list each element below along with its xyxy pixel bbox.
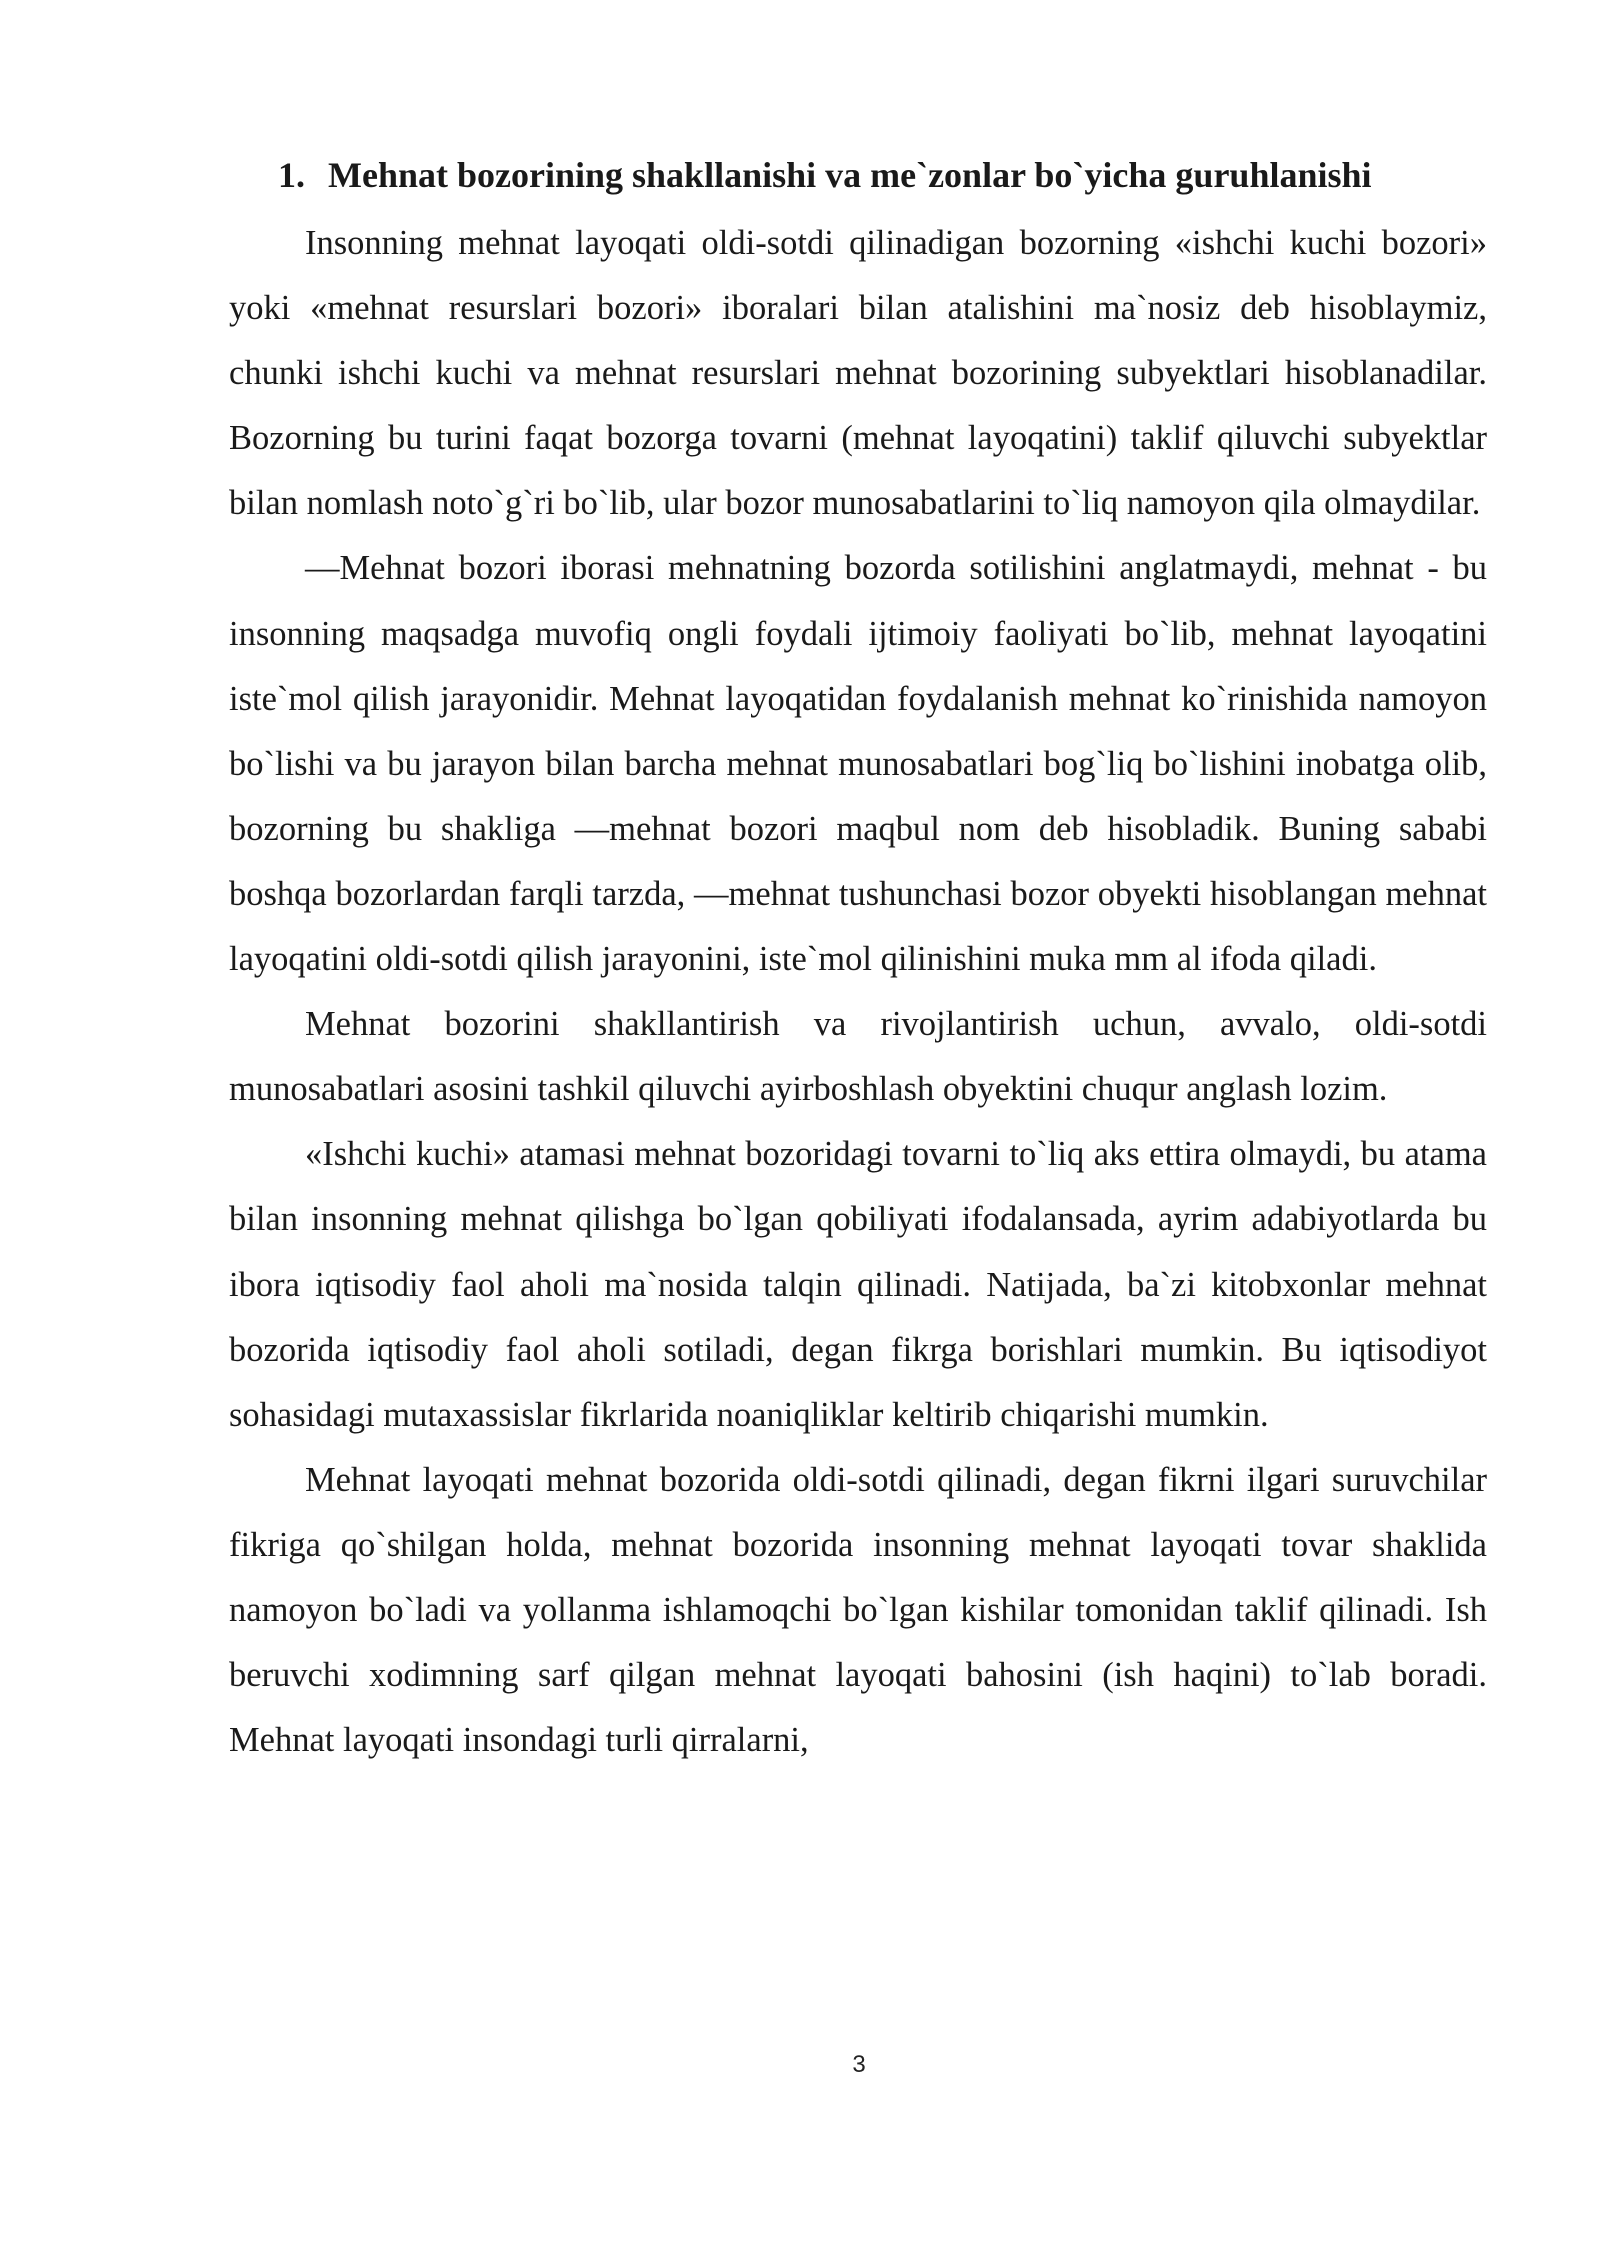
section-heading [278,150,1508,200]
page-number: 3 [852,2051,866,2078]
paragraph-4: «Ishchi kuchi» atamasi mehnat bozoridagi tovarni to`liq aks ettira olmaydi, bu atama bilan insonning mehnat qilishga bo`lgan qobiliyati ifodalansada, ayrim adabiyotlarda bu ibora iqtisodiy faol aholi ma`nosida talqin qilinadi. Natijada, ba`zi kitobxonlar mehnat bozorida iqtisodiy faol aholi sotiladi, degan fikrga borishlari mumkin. Bu iqtisodiyot sohasidagi mutaxassislar fikrlarida noaniqliklar keltirib chiqarishi mumkin. [229,1135,1487,1434]
paragraph-2: —Mehnat bozori iborasi mehnatning bozorda sotilishini anglatmaydi, mehnat - bu insonning maqsadga muvofiq ongli foydali ijtimoiy faoliyati bo`lib, mehnat layoqatini iste`mol qilish jarayonidir. Mehnat layoqatidan foydalanish mehnat ko`rinishida namoyon bo`lishi va bu jarayon bilan barcha mehnat munosabatlari bog`liq bo`lishini inobatga olib, bozorning bu shakliga —mehnat bozori maqbul nom deb hisobladik. Buning sababi boshqa bozorlardan farqli tarzda, —mehnat tushunchasi bozor obyekti hisoblangan mehnat layoqatini oldi-sotdi qilish jarayonini, iste`mol qilinishini muka mm al ifoda qiladi. [229,549,1487,979]
paragraph-3: Mehnat bozorini shakllantirish va rivojlantirish uchun, avvalo, oldi-sotdi munosabatlari asosini tashkil qiluvchi ayirboshlash obyektini chuqur anglash lozim. [229,1005,1487,1109]
section-number: 1. [278,155,305,195]
body-text [229,211,1487,1773]
paragraph-1: Insonning mehnat layoqati oldi-sotdi qilinadigan bozorning «ishchi kuchi bozori» yoki «mehnat resurslari bozori» iboralari bilan atalishini ma`nosiz deb hisoblaymiz, chunki ishchi kuchi va mehnat resurslari mehnat bozorining subyektlari hisoblanadilar. Bozorning bu turini faqat bozorga tovarni (mehnat layoqatini) taklif qiluvchi subyektlar bilan nomlash noto`g`ri bo`lib, ular bozor munosabatlarini to`liq namoyon qila olmaydilar. [229,224,1487,523]
paragraph-5: Mehnat layoqati mehnat bozorida oldi-sotdi qilinadi, degan fikrni ilgari suruvchilar fikriga qo`shilgan holda, mehnat bozorida insonning mehnat layoqati tovar shaklida namoyon bo`ladi va yollanma ishlamoqchi bo`lgan kishilar tomonidan taklif qilinadi. Ish beruvchi xodimning sarf qilgan mehnat layoqati bahosini (ish haqini) to`lab boradi. Mehnat layoqati insondagi turli qirralarni, [229,1460,1487,1760]
section-title: Mehnat bozorining shakllanishi va me`zonlar bo`yicha guruhlanishi [328,155,1372,195]
